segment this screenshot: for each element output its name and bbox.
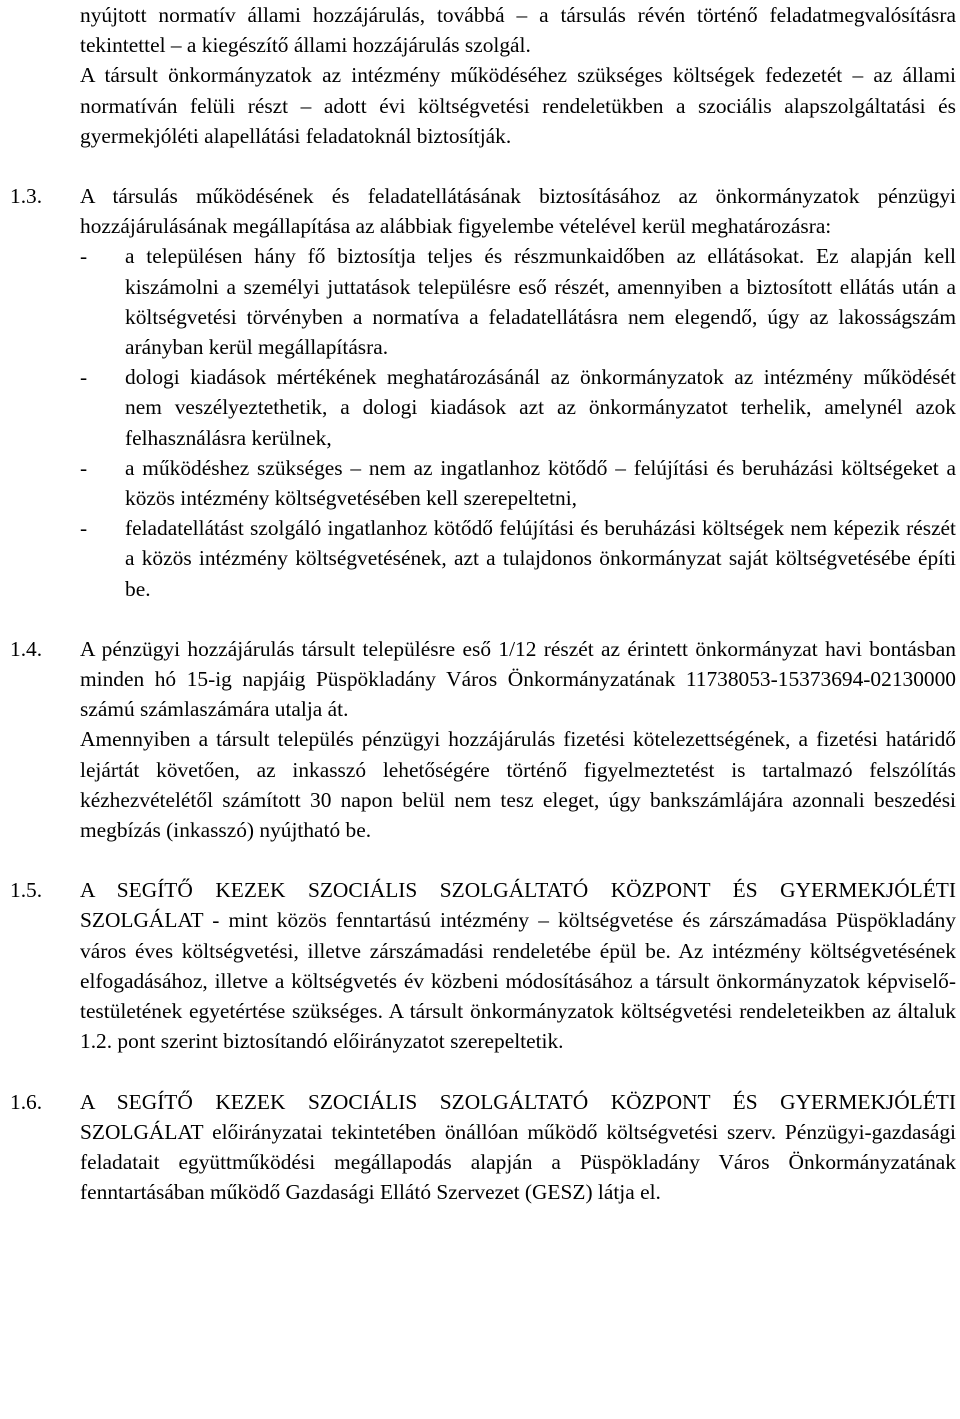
bullet-text: feladatellátást szolgáló ingatlanhoz kötődő felújítási és beruházási költségek nem képezik részét a közös intézmény költségvetésének, azt a tulajdonos önkormányzat saját költségvetésébe építi be. [125,516,956,601]
section-text: A SEGÍTŐ KEZEK SZOCIÁLIS SZOLGÁLTATÓ KÖZPONT ÉS GYERMEKJÓLÉTI SZOLGÁLAT előirányzatai tekintetében önállóan működő költségvetési szerv. Pénzügyi-gazdasági feladatait együttműködési megállapodás alapján a Püspökladány Város Önkormányzatának fenntartásában működő Gazdasági Ellátó Szervezet (GESZ) látja el. [80,1089,956,1205]
section-1-4 [10,634,956,845]
section-1-6 [10,1087,956,1208]
bullet-dash: - [80,455,88,480]
section-1-5 [10,875,956,1056]
list-item [80,241,956,362]
section-text: A társulás működésének és feladatellátásának biztosításához az önkormányzatok pénzügyi hozzájárulásának megállapítása az alábbiak figyelembe vételével kerül meghatározásra: [80,184,956,239]
bullet-text: a településen hány fő biztosítja teljes és részmunkaidőben az ellátásokat. Ez alapján kell kiszámolni a személyi juttatások településre eső részét, amennyiben a biztosított ellátás után a költségvetési törvényben a normatíva a feladatellátásra nem elegendő, úgy az lakosságszám arányban kerül megállapításra. [125,244,956,360]
list-item [80,362,956,453]
list-item [80,513,956,604]
section-number: 1.4. [10,636,43,661]
section-number: 1.3. [10,184,43,209]
intro-paragraph-2: A társult önkormányzatok az intézmény működéséhez szükséges költségek fedezetét – az állami normatíván felüli részt – adott évi költségvetési rendeletükben a szociális alapszolgáltatási és gyermekjóléti alapellátási feladatoknál biztosítják. [80,63,956,148]
bullet-list [80,241,956,603]
bullet-text: dologi kiadások mértékének meghatározásánál az önkormányzatok az intézmény működését nem veszélyeztethetik, a dologi kiadások azt az önkormányzatot terhelik, amelynél azok felhasználásra kerülnek, [125,365,956,450]
section-number: 1.5. [10,878,43,903]
bullet-text: a működéshez szükséges – nem az ingatlanhoz kötődő – felújítási és beruházási költségeket a közös intézmény költségvetésében kell szerepeltetni, [125,455,956,511]
bullet-dash: - [80,244,88,269]
bullet-dash: - [80,365,88,390]
intro-paragraph-1: nyújtott normatív állami hozzájárulás, továbbá – a társulás révén történő feladatmegvalósításra tekintettel – a kiegészítő állami hozzájárulás szolgál. [80,3,956,58]
list-item [80,453,956,513]
section-text: A SEGÍTŐ KEZEK SZOCIÁLIS SZOLGÁLTATÓ KÖZPONT ÉS GYERMEKJÓLÉTI SZOLGÁLAT - mint közös fenntartású intézmény – költségvetése és zárszámadása Püspökladány város éves költségvetési, illetve zárszámadási rendeletébe épül be. Az intézmény költségvetésének elfogadásához, illetve a költségvetés év közbeni módosításához a társult önkormányzatok képviselő-testületének egyetértése szükséges. A társult önkormányzatok költségvetési rendeleteikben az általuk 1.2. pont szerint biztosítandó előirányzatot szerepeltetik. [80,878,956,1054]
section-1-3 [10,181,956,604]
section-text: A pénzügyi hozzájárulás társult településre eső 1/12 részét az érintett önkormányzat havi bontásban minden hó 15-ig napjáig Püspökladány Város Önkormányzatának 11738053-15373694-02130000 számú számlaszámára utalja át. [80,636,956,722]
section-text-continued: Amennyiben a társult település pénzügyi hozzájárulás fizetési kötelezettségének, a fizetési határidő lejártát követően, az inkasszó lehetőségére történő figyelmeztetést is tartalmazó felszólítás kézhezvételétől számított 30 napon belül nem tesz eleget, úgy bankszámlájára azonnali beszedési megbízás (inkasszó) nyújtható be. [80,727,956,843]
section-number: 1.6. [10,1089,43,1114]
bullet-dash: - [80,516,88,541]
